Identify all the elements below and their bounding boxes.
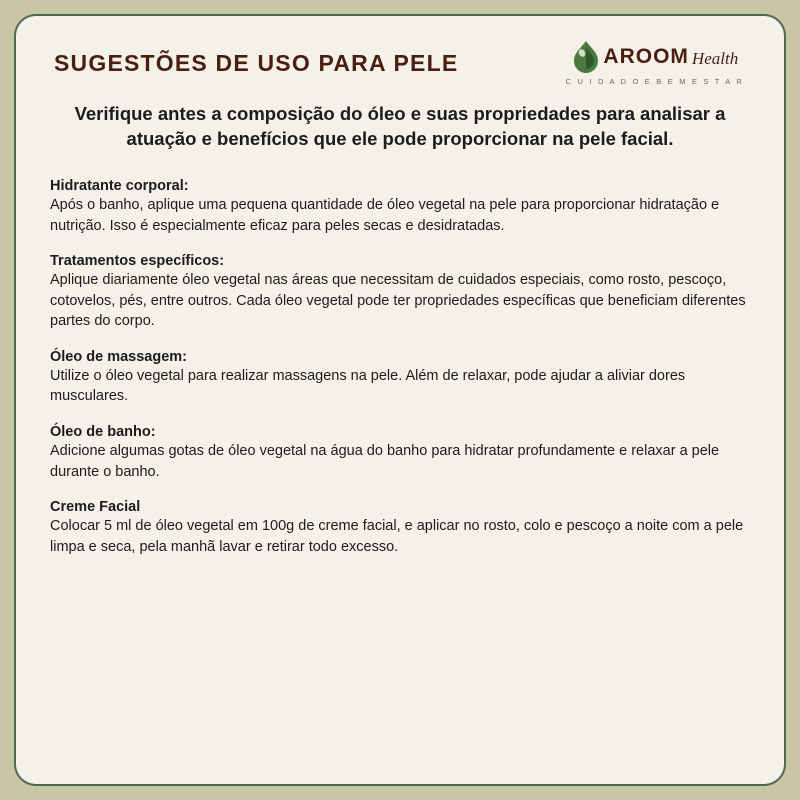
section-creme-facial xyxy=(50,499,750,557)
logo-top-row xyxy=(571,40,738,74)
page-title: SUGESTÕES DE USO PARA PELE xyxy=(54,50,459,76)
header xyxy=(50,42,750,86)
section-title: Tratamentos específicos: xyxy=(50,253,225,270)
section-body: Utilize o óleo vegetal para realizar massagens na pele. Além de relaxar, pode ajudar a aliviar dores musculares. xyxy=(50,367,686,405)
section-body: Após o banho, aplique uma pequena quantidade de óleo vegetal na pele para proporcionar hidratação e nutrição. Isso é especialmente eficaz para peles secas e desidratadas. xyxy=(50,196,720,234)
section-title: Hidratante corporal: xyxy=(50,177,189,194)
logo-script-text: Health xyxy=(691,49,739,68)
section-hidratante-corporal xyxy=(50,178,750,236)
lede-paragraph: Verifique antes a composição do óleo e suas propriedades para analisar a atuação e benefícios que ele pode proporcionar na pele facial. xyxy=(74,103,726,149)
logo-tagline: C U I D A D O E B E M E S T A R xyxy=(565,77,744,86)
brand-logo xyxy=(566,40,744,86)
section-body: Adicione algumas gotas de óleo vegetal na água do banho para hidratar profundamente e relaxar a pele durante o banho. xyxy=(50,442,720,480)
section-body: Colocar 5 ml de óleo vegetal em 100g de creme facial, e aplicar no rosto, colo e pescoço a noite com a pele limpa e seca, pela manhã lavar e retirar todo excesso. xyxy=(50,518,744,555)
content-card xyxy=(14,14,786,786)
logo-brand-text: AROOM xyxy=(603,45,689,68)
section-oleo-de-banho xyxy=(50,424,750,482)
leaf-icon xyxy=(571,40,601,74)
section-title: Creme Facial xyxy=(50,499,141,516)
section-title: Óleo de banho: xyxy=(50,423,156,440)
section-body: Aplique diariamente óleo vegetal nas áreas que necessitam de cuidados especiais, como rosto, pescoço, cotovelos, pés, entre outros. Cada óleo vegetal pode ter propriedades específicas que beneficiam diferentes partes do corpo. xyxy=(50,272,746,330)
section-oleo-de-massagem xyxy=(50,349,750,407)
sections-list xyxy=(50,178,750,557)
section-title: Óleo de massagem: xyxy=(50,348,187,365)
section-tratamentos-especificos xyxy=(50,253,750,332)
